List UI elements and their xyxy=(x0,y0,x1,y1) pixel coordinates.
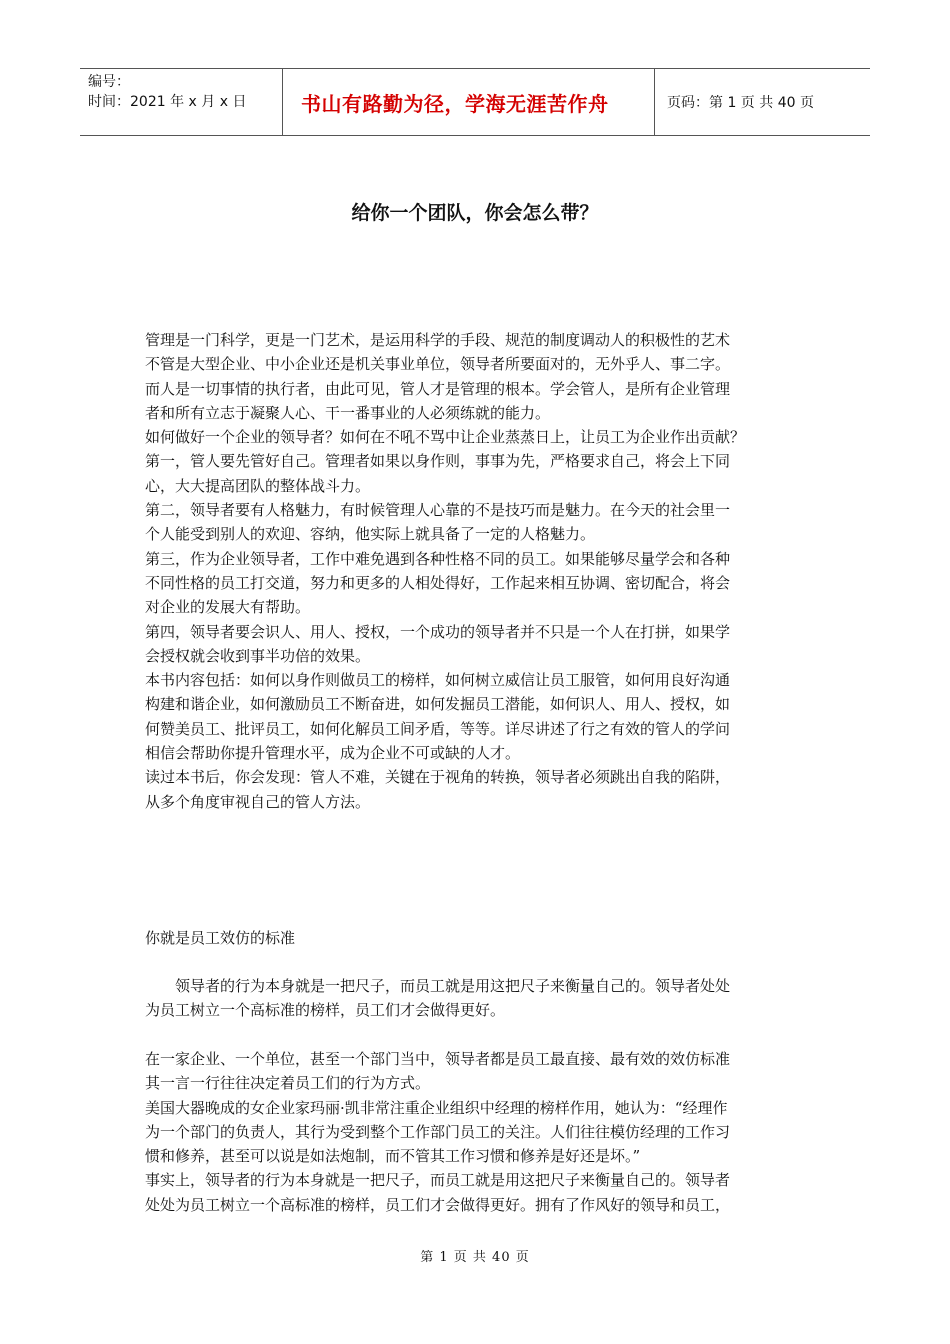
motto: 书山有路勤为径，学海无涯苦作舟 xyxy=(301,91,609,116)
text-line: 个人能受到别人的欢迎、容纳，他实际上就具备了一定的人格魅力。 xyxy=(145,525,596,544)
text-line: 第一，管人要先管好自己。管理者如果以身作则，事事为先，严格要求自己，将会上下同 xyxy=(145,452,731,471)
body-section-2 xyxy=(145,1047,815,1217)
text-line: 读过本书后，你会发现：管人不难，关键在于视角的转换，领导者必须跳出自我的陷阱， xyxy=(145,768,731,787)
text-line: 对企业的发展大有帮助。 xyxy=(145,598,311,617)
page-title: 给你一个团队，你会怎么带？ xyxy=(351,202,599,224)
text-line: 而人是一切事情的执行者，由此可见，管人才是管理的根本。学会管人，是所有企业管理 xyxy=(145,379,731,398)
text-line: 惯和修养，甚至可以说是如法炮制，而不管其工作习惯和修养是好还是坏。” xyxy=(145,1147,641,1166)
text-line: 为一个部门的负责人，其行为受到整个工作部门员工的关注。人们往往模仿经理的工作习 xyxy=(145,1122,731,1141)
text-line: 不同性格的员工打交道，努力和更多的人相处得好，工作起来相互协调、密切配合，将会 xyxy=(145,573,731,592)
intro-section xyxy=(145,328,815,814)
text-line: 不管是大型企业、中小企业还是机关事业单位，领导者所要面对的，无外乎人、事二字。 xyxy=(145,355,731,374)
text-line: 领导者的行为本身就是一把尺子，而员工就是用这把尺子来衡量自己的。领导者处处 xyxy=(175,977,731,995)
header-motto-cell xyxy=(283,69,655,135)
text-line: 会授权就会收到事半功倍的效果。 xyxy=(145,646,371,665)
text-line: 本书内容包括：如何以身作则做员工的榜样，如何树立威信让员工服管，如何用良好沟通 xyxy=(145,671,731,690)
text-line: 者和所有立志于凝聚人心、干一番事业的人必须练就的能力。 xyxy=(145,403,551,422)
text-line: 第四，领导者要会识人、用人、授权，一个成功的领导者并不只是一个人在打拼，如果学 xyxy=(145,622,731,641)
number-label: 编号： xyxy=(88,74,130,90)
text-line: 处处为员工树立一个高标准的榜样，员工们才会做得更好。拥有了作风好的领导和员工， xyxy=(145,1195,731,1214)
text-line: 为员工树立一个高标准的榜样，员工们才会做得更好。 xyxy=(145,1001,506,1020)
text-line: 美国大器晚成的女企业家玛丽·凯非常注重企业组织中经理的榜样作用，她认为：“经理作 xyxy=(145,1098,728,1117)
header-meta xyxy=(80,69,283,135)
page-info: 页码：第 1 页 共 40 页 xyxy=(667,95,814,111)
header-page-info xyxy=(655,69,870,135)
text-line: 在一家企业、一个单位，甚至一个部门当中，领导者都是员工最直接、最有效的效仿标准 xyxy=(145,1050,731,1068)
indented-paragraph xyxy=(145,974,815,1023)
text-line: 从多个角度审视自己的管人方法。 xyxy=(145,792,371,811)
section-heading: 你就是员工效仿的标准 xyxy=(145,929,296,947)
text-line: 构建和谐企业，如何激励员工不断奋进，如何发掘员工潜能，如何识人、用人、授权，如 xyxy=(145,695,731,714)
page-footer: 第 1 页 共 40 页 xyxy=(420,1250,530,1265)
time-line: 时间：2021 年 x 月 x 日 xyxy=(88,94,247,110)
text-line: 第二，领导者要有人格魅力，有时候管理人心靠的不是技巧而是魅力。在今天的社会里一 xyxy=(145,501,731,520)
text-line: 如何做好一个企业的领导者？如何在不吼不骂中让企业蒸蒸日上，让员工为企业作出贡献？ xyxy=(145,428,746,447)
text-line: 管理是一门科学，更是一门艺术，是运用科学的手段、规范的制度调动人的积极性的艺术 xyxy=(145,331,731,349)
text-line: 第三，作为企业领导者，工作中难免遇到各种性格不同的员工。如果能够尽量学会和各种 xyxy=(145,549,731,568)
text-line: 心，大大提高团队的整体战斗力。 xyxy=(145,476,371,495)
text-line: 相信会帮助你提升管理水平，成为企业不可或缺的人才。 xyxy=(145,744,521,763)
document-header xyxy=(80,68,870,136)
text-line: 事实上，领导者的行为本身就是一把尺子，而员工就是用这把尺子来衡量自己的。领导者 xyxy=(145,1171,731,1190)
text-line: 何赞美员工、批评员工，如何化解员工间矛盾，等等。详尽讲述了行之有效的管人的学问 xyxy=(145,719,731,738)
text-line: 其一言一行往往决定着员工们的行为方式。 xyxy=(145,1074,431,1093)
